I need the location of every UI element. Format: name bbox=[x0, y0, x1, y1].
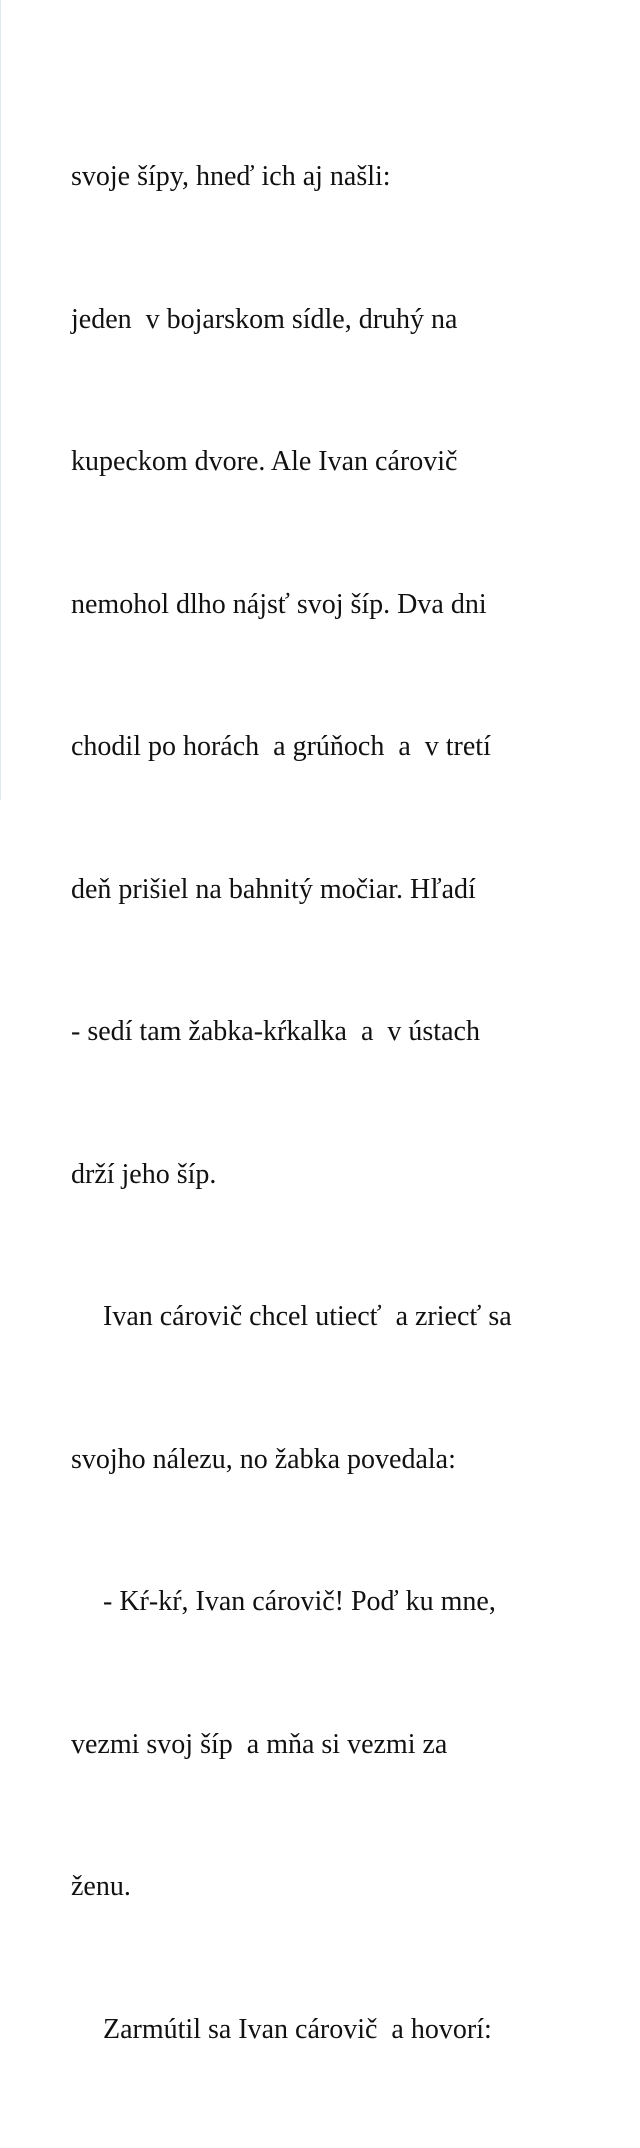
paragraph-start-line: Ivan cárovič chcel utiecť a zriecť sa bbox=[103, 1301, 512, 1332]
text-line: drží jeho šíp. bbox=[71, 1158, 217, 1190]
paragraph-start-line: Zarmútil sa Ivan cárovič a hovorí: bbox=[103, 2013, 492, 2045]
text-line: svoje šípy, hneď ich aj našli: bbox=[71, 161, 391, 192]
text-line: jeden v bojarskom sídle, druhý na bbox=[71, 303, 458, 335]
text-line: - sedí tam žabka-kŕkalka a v ústach bbox=[71, 1016, 480, 1047]
text-line: nemohol dlho nájsť svoj šíp. Dva dni bbox=[71, 588, 487, 620]
story-text bbox=[71, 58, 631, 2148]
text-line: deň prišiel na bahnitý močiar. Hľadí bbox=[71, 873, 476, 905]
text-line: ženu. bbox=[71, 1871, 131, 1902]
text-line: kupeckom dvore. Ale Ivan cárovič bbox=[71, 446, 458, 477]
text-line: vezmi svoj šíp a mňa si vezmi za bbox=[71, 1728, 448, 1760]
dialogue-line: - Kŕ-kŕ, Ivan cárovič! Poď ku mne, bbox=[103, 1586, 496, 1617]
text-line: svojho nálezu, no žabka povedala: bbox=[71, 1443, 456, 1475]
text-line: chodil po horách a grúňoch a v tretí bbox=[71, 731, 491, 762]
